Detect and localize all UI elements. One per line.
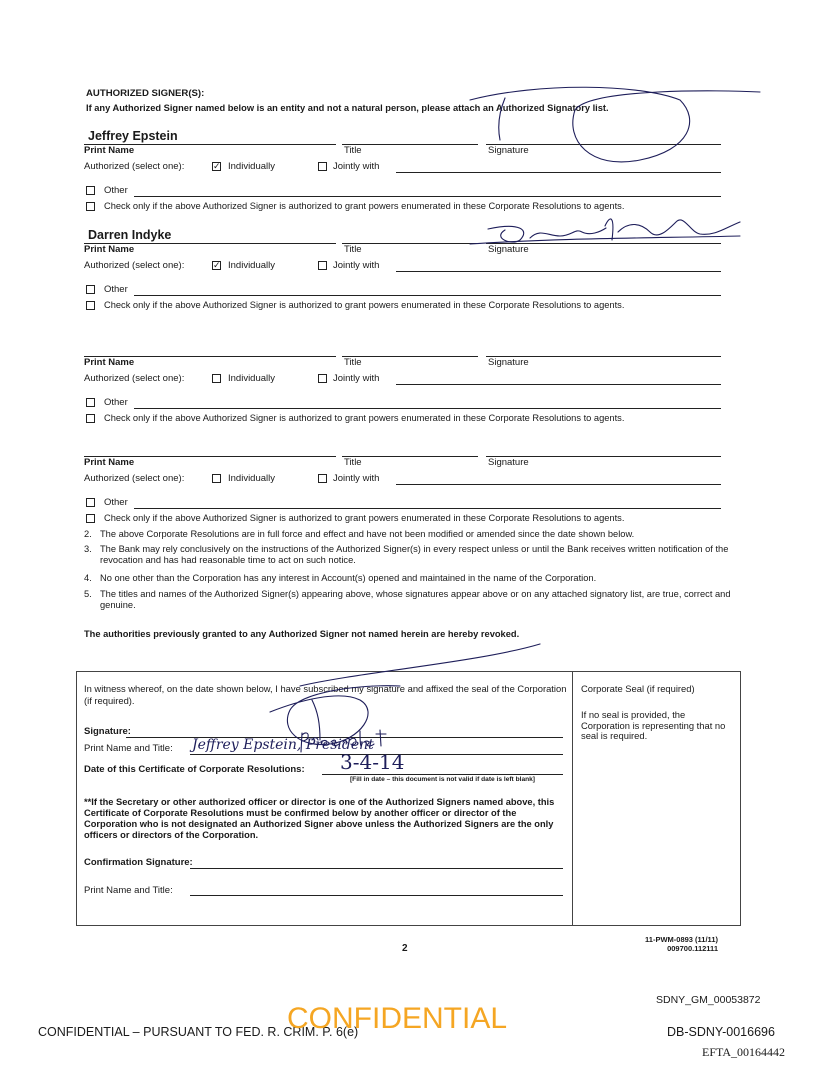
authorized-select-label: Authorized (select one): xyxy=(84,260,185,271)
footnote-start: **If the Secretary or other authorized officer or director is one of the Authorized Signers named above, this Certificate of Corporate Resolutions must be confirmed below by another officer or director of the Corporation xyxy=(84,797,555,829)
print-name-label: Print Name xyxy=(84,145,135,156)
date-label: Date of this Certificate of Corporate Resolutions: xyxy=(84,764,305,775)
clause-text: The titles and names of the Authorized Signer(s) appearing above, whose signatures appear above or on any attached signatory list, are true, correct and genuine. xyxy=(100,589,731,610)
jointly-with-checkbox[interactable] xyxy=(318,374,327,383)
seal-title: Corporate Seal (if required) xyxy=(581,683,695,694)
confirm-print-name-title-label: Print Name and Title: xyxy=(84,885,173,896)
signature-label: Signature xyxy=(488,244,529,255)
jointly-with-label: Jointly with xyxy=(333,161,380,172)
box-divider xyxy=(572,671,573,926)
authorized-select-label: Authorized (select one): xyxy=(84,373,185,384)
title-label: Title xyxy=(344,244,362,255)
footnote xyxy=(84,797,560,841)
authorized-select-label: Authorized (select one): xyxy=(84,161,185,172)
print-name-label: Print Name xyxy=(84,357,135,368)
signature-label: Signature xyxy=(488,457,529,468)
witness-intro: In witness whereof, on the date shown below, I have subscribed my signature and affixed the seal of the Corporation (if required). xyxy=(84,683,567,706)
other-label: Other xyxy=(104,185,128,196)
grant-powers-label: Check only if the above Authorized Signer is authorized to grant powers enumerated in these Corporate Resolutions to agents. xyxy=(104,513,625,523)
print-name-label: Print Name xyxy=(84,457,135,468)
title-line[interactable] xyxy=(342,456,478,457)
individually-label: Individually xyxy=(228,373,275,384)
other-label: Other xyxy=(104,497,128,508)
jointly-with-label: Jointly with xyxy=(333,373,380,384)
clause-number: 2. xyxy=(84,529,92,539)
form-code: 11-PWM-0893 (11/11) xyxy=(645,935,718,944)
title-line[interactable] xyxy=(342,243,478,244)
print-name-title-value: Jeffrey Epstein, President xyxy=(192,737,374,753)
signature-label: Signature xyxy=(488,357,529,368)
confidential-watermark: CONFIDENTIAL xyxy=(287,1002,508,1035)
date-value: 3-4-14 xyxy=(340,750,405,774)
confidential-footer: CONFIDENTIAL – PURSUANT TO FED. R. CRIM. P. 6(e) xyxy=(38,1025,359,1039)
title-label: Title xyxy=(344,457,362,468)
signature-label: Signature xyxy=(488,145,529,156)
jointly-with-checkbox[interactable] xyxy=(318,261,327,270)
clause-number: 5. xyxy=(84,589,92,599)
other-checkbox[interactable] xyxy=(86,186,95,195)
grant-powers-label: Check only if the above Authorized Signer is authorized to grant powers enumerated in these Corporate Resolutions to agents. xyxy=(104,201,625,211)
page-number: 2 xyxy=(402,943,408,954)
grant-powers-label: Check only if the above Authorized Signer is authorized to grant powers enumerated in these Corporate Resolutions to agents. xyxy=(104,300,625,310)
jointly-with-label: Jointly with xyxy=(333,473,380,484)
clause-text: No one other than the Corporation has any interest in Account(s) opened and maintained in the name of the Corporation. xyxy=(100,573,597,583)
other-checkbox[interactable] xyxy=(86,498,95,507)
other-line[interactable] xyxy=(134,196,721,197)
individually-label: Individually xyxy=(228,473,275,484)
jointly-with-checkbox[interactable] xyxy=(318,162,327,171)
seal-note: If no seal is provided, the Corporation is representing that no seal is required. xyxy=(581,709,726,741)
clause-number: 4. xyxy=(84,573,92,583)
jointly-with-line[interactable] xyxy=(396,172,721,173)
jointly-with-checkbox[interactable] xyxy=(318,474,327,483)
individually-label: Individually xyxy=(228,161,275,172)
confirmation-signature-label: Confirmation Signature: xyxy=(84,857,193,868)
print-name-title-label: Print Name and Title: xyxy=(84,743,173,754)
title-label: Title xyxy=(344,357,362,368)
title-label: Title xyxy=(344,145,362,156)
grant-powers-checkbox[interactable] xyxy=(86,514,95,523)
confirmation-signature-line[interactable] xyxy=(190,868,563,869)
other-checkbox[interactable] xyxy=(86,285,95,294)
efta-number: EFTA_00164442 xyxy=(702,1045,786,1059)
db-bates: DB-SDNY-0016696 xyxy=(667,1025,775,1039)
title-line[interactable] xyxy=(342,356,478,357)
title-line[interactable] xyxy=(342,144,478,145)
jointly-with-label: Jointly with xyxy=(333,260,380,271)
signature-label: Signature: xyxy=(84,726,131,737)
grant-powers-checkbox[interactable] xyxy=(86,202,95,211)
clause-text: The above Corporate Resolutions are in full force and effect and have not been modified or amended since the date shown below. xyxy=(100,529,635,539)
individually-checkbox[interactable]: ✓ xyxy=(213,260,221,270)
clause-number: 3. xyxy=(84,544,92,554)
other-label: Other xyxy=(104,284,128,295)
individually-label: Individually xyxy=(228,260,275,271)
footnote-end: unless the Authorized Signers are the only officers or directors of the Corporation. xyxy=(84,819,554,840)
individually-checkbox[interactable] xyxy=(212,474,221,483)
other-line[interactable] xyxy=(134,295,721,296)
individually-checkbox[interactable] xyxy=(212,374,221,383)
authorized-select-label: Authorized (select one): xyxy=(84,473,185,484)
signature-scribble-2 xyxy=(488,219,740,242)
section-title: AUTHORIZED SIGNER(S): xyxy=(86,88,205,99)
jointly-with-line[interactable] xyxy=(396,271,721,272)
grant-powers-label: Check only if the above Authorized Signer is authorized to grant powers enumerated in these Corporate Resolutions to agents. xyxy=(104,413,625,423)
signer-name: Darren Indyke xyxy=(88,228,172,242)
grant-powers-checkbox[interactable] xyxy=(86,414,95,423)
revoked-statement: The authorities previously granted to any Authorized Signer not named herein are hereby revoked. xyxy=(84,629,520,639)
sdny-bates: SDNY_GM_00053872 xyxy=(656,994,761,1006)
signer-name: Jeffrey Epstein xyxy=(88,129,178,143)
jointly-with-line[interactable] xyxy=(396,484,721,485)
print-name-label: Print Name xyxy=(84,244,135,255)
form-code-2: 009700.112111 xyxy=(667,944,718,953)
individually-checkbox[interactable]: ✓ xyxy=(213,161,221,171)
signatory-instruction: If any Authorized Signer named below is an entity and not a natural person, please attach an Authorized Signatory list. xyxy=(86,103,609,113)
confirm-print-name-title-line[interactable] xyxy=(190,895,563,896)
grant-powers-checkbox[interactable] xyxy=(86,301,95,310)
clause-text: The Bank may rely conclusively on the instructions of the Authorized Signer(s) in every respect unless or until the Bank receives written notification of the revocation and has had reasonable time to act on such notice. xyxy=(100,544,729,565)
other-checkbox[interactable] xyxy=(86,398,95,407)
date-note: [Fill in date – this document is not valid if date is left blank] xyxy=(349,776,535,783)
jointly-with-line[interactable] xyxy=(396,384,721,385)
other-line[interactable] xyxy=(134,508,721,509)
date-line[interactable] xyxy=(322,774,563,775)
footnote-emphasis: who is not designated an Authorized Signer above xyxy=(139,819,363,829)
other-label: Other xyxy=(104,397,128,408)
other-line[interactable] xyxy=(134,408,721,409)
